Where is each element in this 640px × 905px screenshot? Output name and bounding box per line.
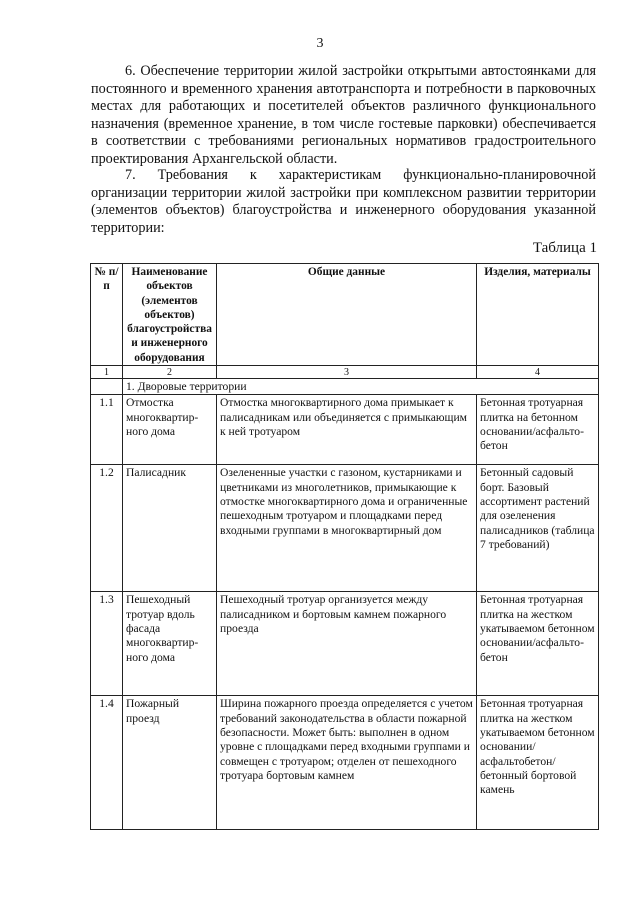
header-materials: Изделия, материалы xyxy=(477,264,599,366)
row-general-data: Отмостка многоквартирного дома примыкает к палисадникам или объединяется с примыкающим к ней тротуаром xyxy=(217,395,477,465)
table-row xyxy=(91,395,599,465)
table-row xyxy=(91,592,599,696)
paragraph-7-text: 7. Требования к характеристикам функционально-планировочной организации территории жилой застройки при комплексном развитии территории (элементов объектов) благоустройства и инженерного оборудования указанной территории: xyxy=(91,167,596,236)
column-number-row xyxy=(91,366,599,379)
paragraph-6-text: 6. Обеспечение территории жилой застройки открытыми автостоянками для постоянного и временного хранения автотранспорта и потребности в парковочных местах для работающих и посетителей объектов различного функционального назначения (временное хранение, в том числе гостевые парковки) обеспечивается в соответствии с требованиями региональных нормативов градостроительного проектирования Архангельской области. xyxy=(91,63,596,167)
table-caption: Таблица 1 xyxy=(532,240,597,256)
row-number: 1.3 xyxy=(91,592,123,696)
row-number: 1.2 xyxy=(91,465,123,592)
row-materials: Бетонная тротуарная плитка на жестком укатываемом бетонном основании/асфальтобетон/ бетонный бортовой камень xyxy=(477,696,599,830)
section-title: 1. Дворовые территории xyxy=(123,379,599,395)
row-general-data: Пешеходный тротуар организуется между палисадником и бортовым камнем пожарного проезда xyxy=(217,592,477,696)
row-materials: Бетонный садовый борт. Базовый ассортимент растений для озеленения палисадников (таблица 7 требований) xyxy=(477,465,599,592)
header-number: № п/п xyxy=(91,264,123,366)
section-empty-cell xyxy=(91,379,123,395)
row-number: 1.1 xyxy=(91,395,123,465)
paragraph-6 xyxy=(91,63,596,169)
column-number: 3 xyxy=(217,366,477,379)
row-materials: Бетонная тротуарная плитка на жестком укатываемом бетонном основании/асфальто-бетон xyxy=(477,592,599,696)
row-object-name: Отмостка многоквартир-ного дома xyxy=(123,395,217,465)
requirements-table xyxy=(90,263,599,830)
table-header-row xyxy=(91,264,599,366)
paragraph-7 xyxy=(91,167,596,237)
header-general-data: Общие данные xyxy=(217,264,477,366)
row-number: 1.4 xyxy=(91,696,123,830)
column-number: 2 xyxy=(123,366,217,379)
page-number: 3 xyxy=(316,36,324,51)
row-object-name: Пожарный проезд xyxy=(123,696,217,830)
header-object-name: Наименование объектов (элементов объектов) благоустройства и инженерного оборудования xyxy=(123,264,217,366)
table-row xyxy=(91,465,599,592)
column-number: 1 xyxy=(91,366,123,379)
column-number: 4 xyxy=(477,366,599,379)
table-row xyxy=(91,696,599,830)
row-general-data: Ширина пожарного проезда определяется с учетом требований законодательства в области пожарной безопасности. Может быть: выполнен в одном уровне с площадками перед входными группами и совмещен с тротуаром; отделен от пешеходного тротуара бортовым камнем xyxy=(217,696,477,830)
row-general-data: Озелененные участки с газоном, кустарниками и цветниками из многолетников, примыкающие к отмостке многоквартирного дома и ограниченные пешеходным тротуаром и площадками перед входными группами в многоквартирный дом xyxy=(217,465,477,592)
section-row xyxy=(91,379,599,395)
row-object-name: Палисадник xyxy=(123,465,217,592)
row-materials: Бетонная тротуарная плитка на бетонном основании/асфальто-бетон xyxy=(477,395,599,465)
row-object-name: Пешеходный тротуар вдоль фасада многоквартир-ного дома xyxy=(123,592,217,696)
